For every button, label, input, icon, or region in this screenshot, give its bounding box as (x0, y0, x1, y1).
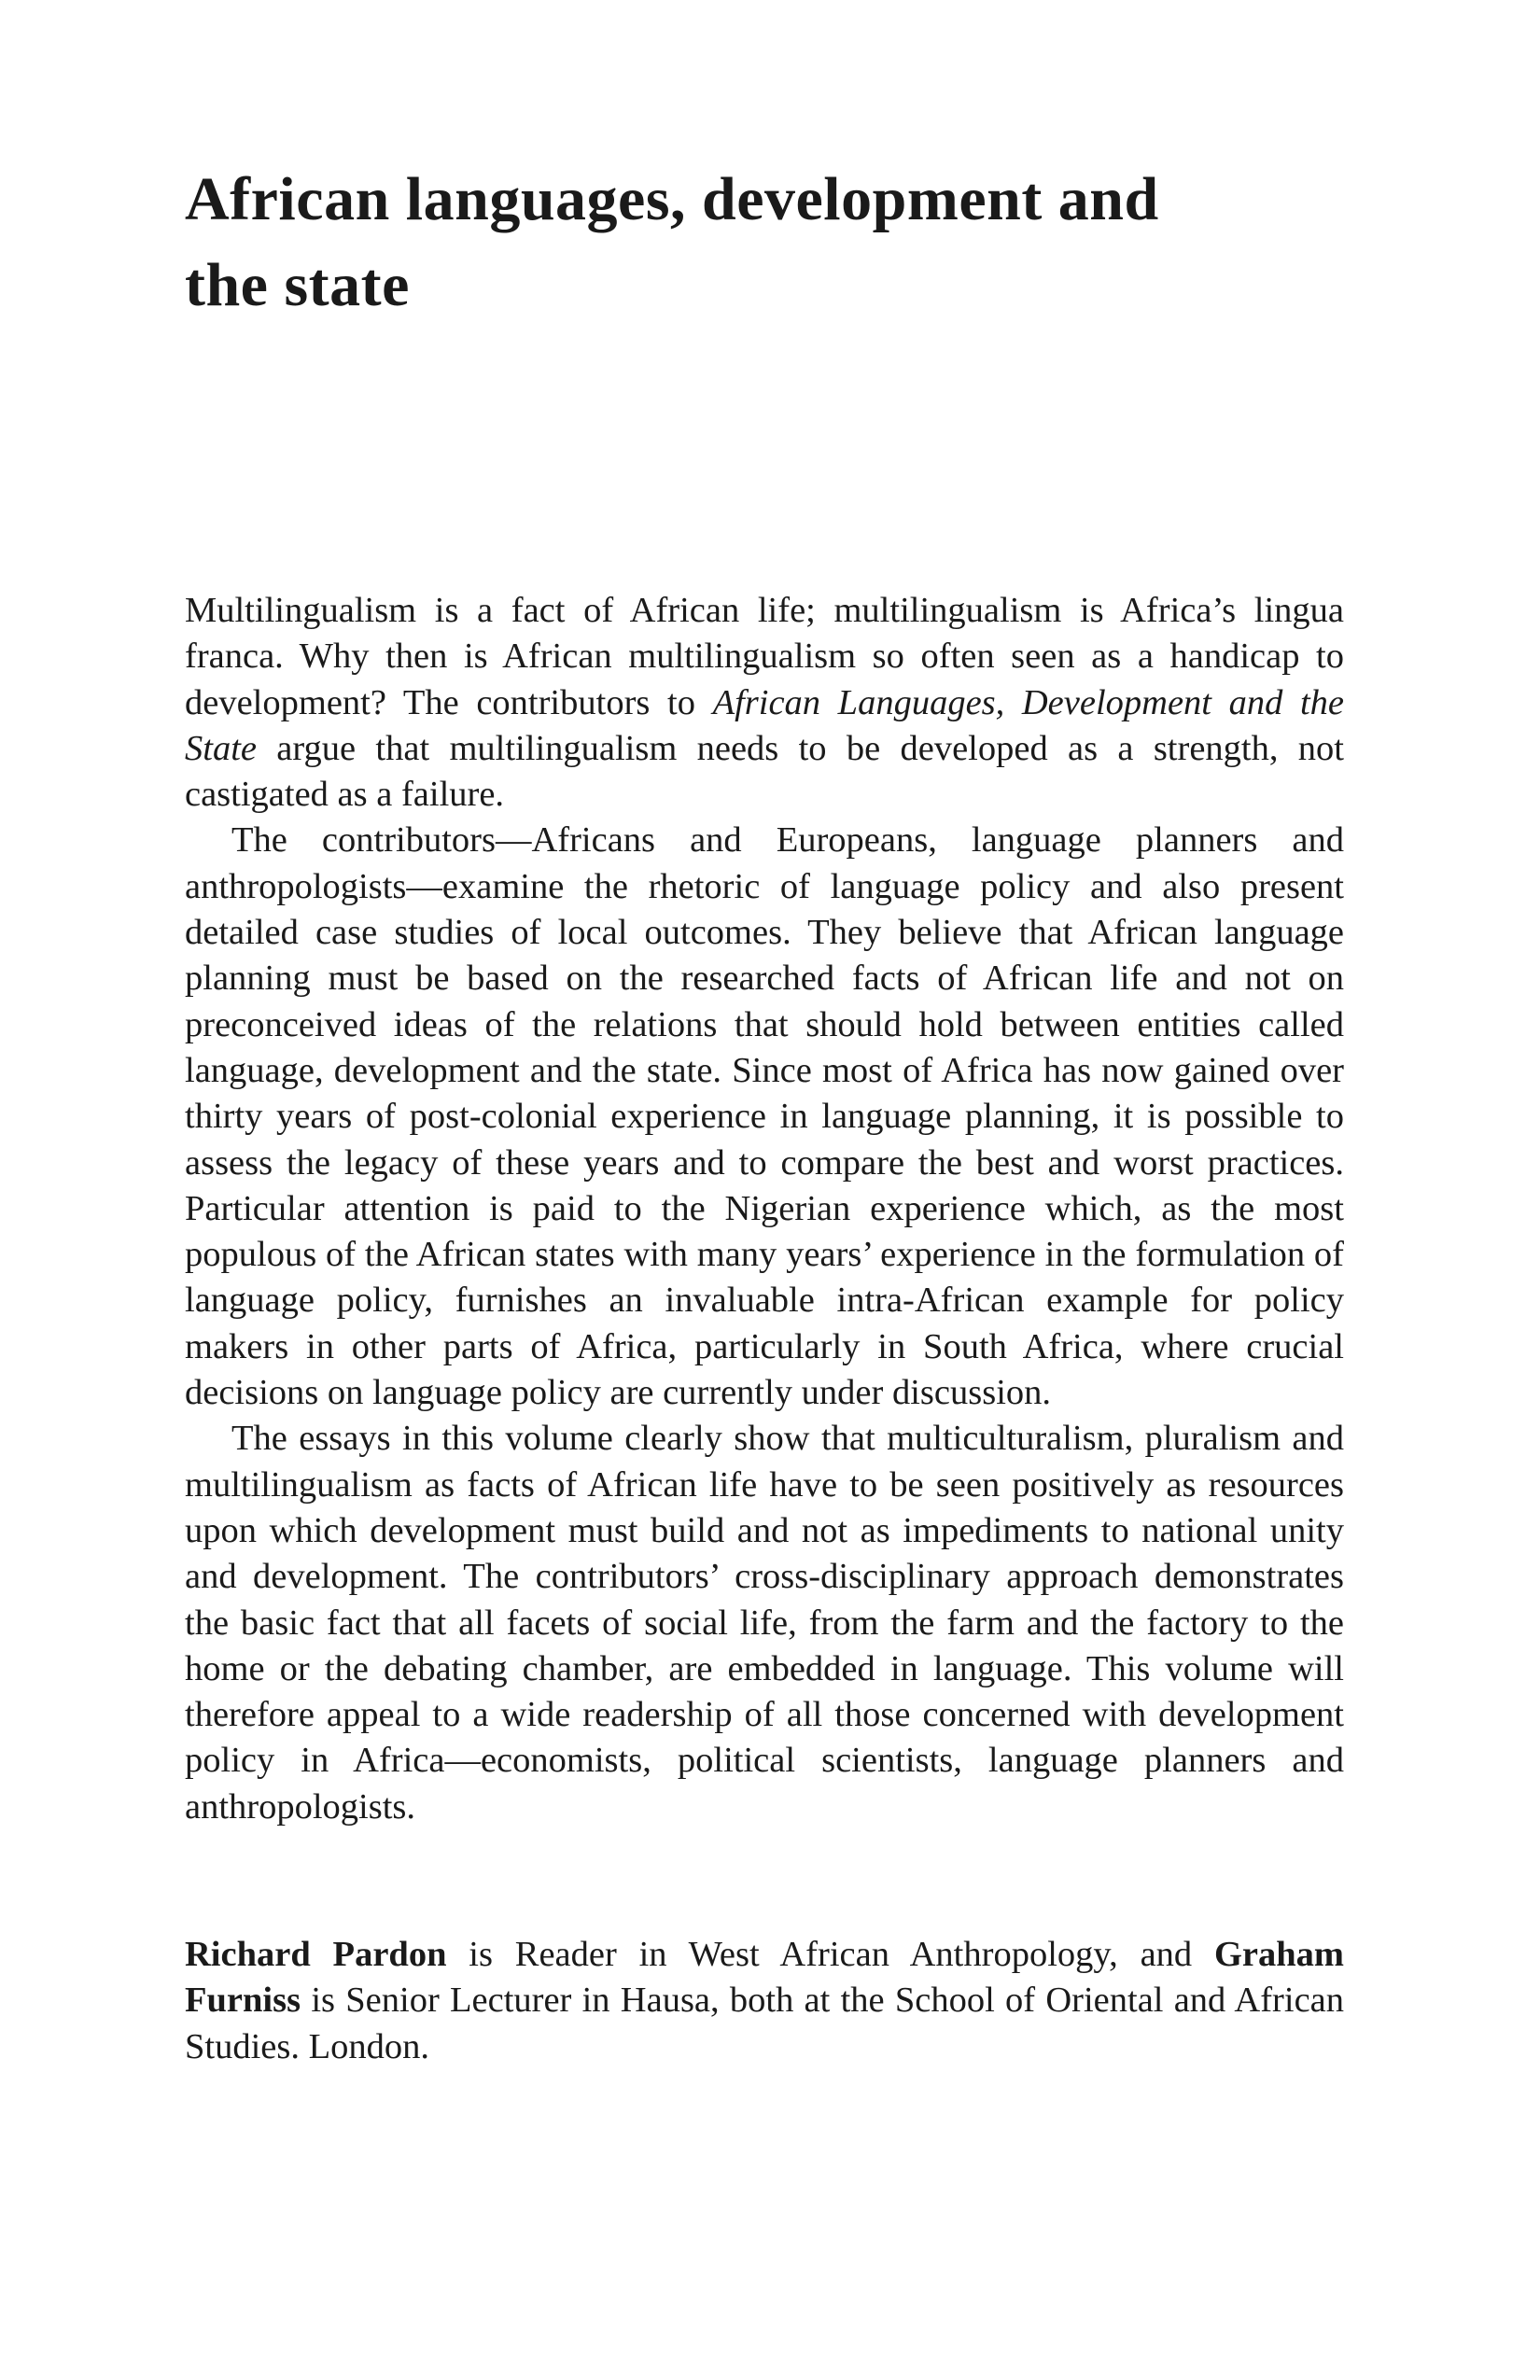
description-paragraph-1 (185, 588, 1344, 818)
author-role-2: is Senior Lecturer in Hausa, both at the School of Oriental and African Studies. London. (185, 1981, 1344, 2066)
author-name-1: Richard Pardon (185, 1935, 447, 1974)
book-title-line-2: the state (185, 251, 410, 319)
description-paragraph-3: The essays in this volume clearly show that multiculturalism, pluralism and multilingualism as facts of African life have to be seen positively as resources upon which development must build and not as impediments to national unity and development. The contributors’ cross-disciplinary approach demonstrates the basic fact that all facets of social life, from the farm and the factory to the home or the debating chamber, are embedded in language. This volume will therefore appeal to a wide readership of all those concerned with development policy in Africa—economists, political scientists, language planners and anthropologists. (185, 1419, 1344, 1827)
book-title (185, 157, 1344, 329)
description-paragraph-2: The contributors—Africans and Europeans, language planners and anthropologists—examine the rhetoric of language policy and also present detailed case studies of local outcomes. They believe that African language planning must be based on the researched facts of African life and not on preconceived ideas of the relations that should hold between entities called language, development and the state. Since most of Africa has now gained over thirty years of post-colonial experience in language planning, it is possible to assess the legacy of these years and to compare the best and worst practices. Particular attention is paid to the Nigerian experience which, as the most populous of the African states with many years’ experience in the formulation of language policy, furnishes an invaluable intra-African example for policy makers in other parts of Africa, particularly in South Africa, where crucial decisions on language policy are currently under discussion. (185, 820, 1344, 1413)
book-title-line-1: African languages, development and (185, 165, 1159, 233)
book-description (185, 588, 1344, 1830)
author-bio (185, 1932, 1344, 2070)
author-role-1: is Reader in West African Anthropology, and (446, 1935, 1214, 1974)
italic-book-title: African Languages, Development and the State (185, 682, 1344, 768)
paragraph-1-text-end: argue that multilingualism needs to be developed as a strength, not castigated as a failure. (185, 728, 1344, 815)
paragraph-1-text-start: Multilingualism is a fact of African life; multilingualism is Africa’s lingua franca. Why then is African multilingualism so often seen as a handicap to development? The contributors to (185, 591, 1344, 722)
author-name-2: Graham Furniss (185, 1935, 1344, 2021)
